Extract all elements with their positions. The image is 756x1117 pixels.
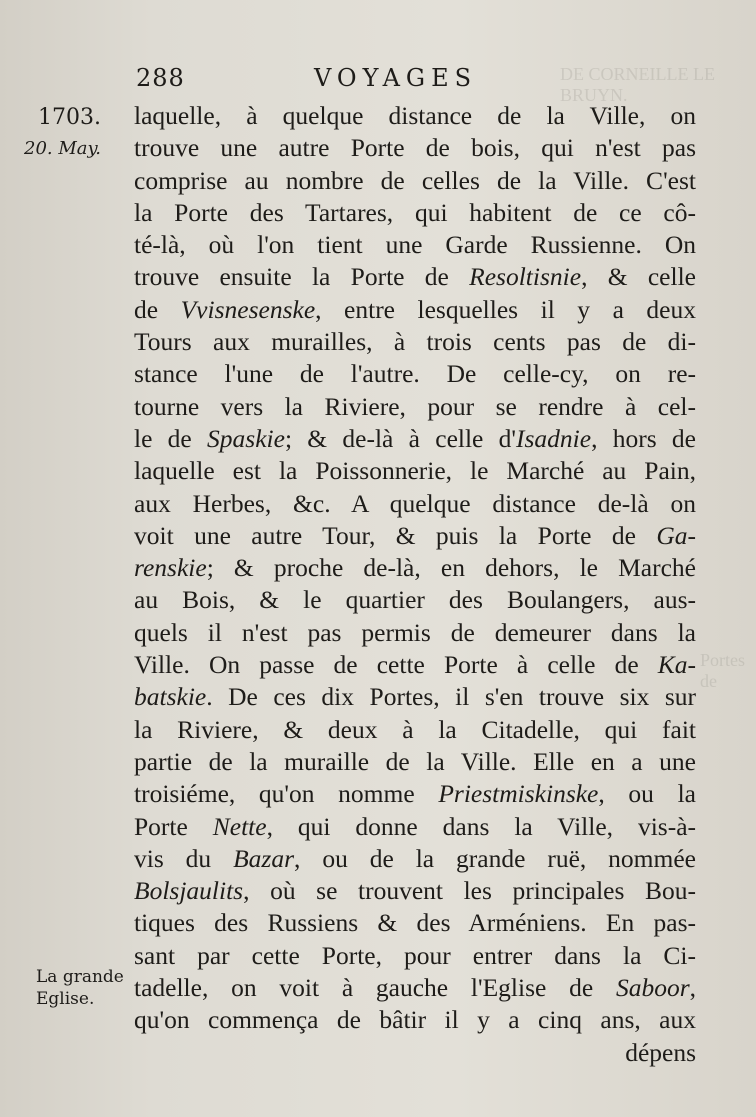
italic-term: batskie bbox=[134, 682, 207, 712]
italic-term: Bolsjaulits bbox=[134, 876, 244, 906]
text-line bbox=[134, 391, 696, 423]
text-run: , où se trouvent les principales Bou- bbox=[243, 876, 696, 906]
text-run: vis du bbox=[134, 843, 234, 873]
text-line bbox=[134, 617, 696, 649]
text-run: aux Herbes, &c. A quelque distance de-là on bbox=[134, 488, 696, 518]
text-run: , & celle bbox=[581, 262, 696, 292]
show-through-margin-note: Portes de bbox=[700, 650, 745, 691]
text-run: partie de la muraille de la Ville. Elle en a une bbox=[134, 746, 696, 776]
text-run: Tours aux murailles, à trois cents pas de di- bbox=[134, 327, 696, 357]
italic-term: renskie bbox=[134, 553, 207, 583]
text-run: la Porte des Tartares, qui habitent de ce cô- bbox=[134, 197, 696, 227]
body-text bbox=[134, 100, 696, 1069]
text-run: Ville. On passe de cette Porte à celle de bbox=[134, 650, 658, 680]
text-line bbox=[134, 423, 696, 455]
italic-term: Spaskie bbox=[207, 423, 285, 453]
text-run: , entre lesquelles il y a deux bbox=[315, 294, 697, 324]
text-run: Porte bbox=[134, 811, 213, 841]
text-run: quels il n'est pas permis de demeurer dans la bbox=[134, 617, 696, 647]
running-title: VOYAGES bbox=[314, 64, 478, 92]
page-header bbox=[136, 62, 556, 92]
margin-note-line: Eglise. bbox=[36, 989, 95, 1009]
italic-term: Nette bbox=[212, 811, 267, 841]
text-run: ; & proche de-là, en dehors, le Marché bbox=[206, 553, 696, 583]
text-run: , bbox=[689, 973, 696, 1003]
text-run: trouve ensuite la Porte de bbox=[134, 262, 470, 292]
text-run: . De ces dix Portes, il s'en trouve six sur bbox=[206, 682, 696, 712]
text-line bbox=[134, 940, 696, 972]
text-line bbox=[134, 1004, 696, 1036]
text-line bbox=[134, 488, 696, 520]
italic-term: Bazar bbox=[233, 843, 295, 873]
text-line bbox=[134, 1037, 696, 1069]
text-line bbox=[134, 358, 696, 390]
text-run: de bbox=[134, 294, 181, 324]
text-run: , qui donne dans la Ville, vis-à- bbox=[266, 811, 697, 841]
text-run: la Riviere, & deux à la Citadelle, qui fait bbox=[134, 714, 696, 744]
italic-term: Saboor bbox=[615, 973, 690, 1003]
show-through-running-title: DE CORNEILLE LE BRUYN. bbox=[560, 64, 715, 105]
text-line bbox=[134, 261, 696, 293]
text-run: troisiéme, qu'on nomme bbox=[134, 779, 439, 809]
text-run: , hors de bbox=[591, 423, 696, 453]
italic-term: Vvisnesenske bbox=[180, 294, 316, 324]
text-line bbox=[134, 552, 696, 584]
margin-note-line: La grande bbox=[36, 967, 124, 987]
text-run: trouve une autre Porte de bois, qui n'est pas bbox=[134, 133, 696, 163]
text-line bbox=[134, 681, 696, 713]
text-line bbox=[134, 294, 696, 326]
text-run: laquelle est la Poissonnerie, le Marché au Pain, bbox=[134, 456, 696, 486]
text-run: tiques des Russiens & des Arméniens. En pas- bbox=[134, 908, 696, 938]
text-run: stance l'une de l'autre. De celle-cy, on re- bbox=[134, 359, 696, 389]
margin-date bbox=[24, 102, 102, 164]
text-line bbox=[134, 714, 696, 746]
text-line bbox=[134, 584, 696, 616]
text-line bbox=[134, 132, 696, 164]
margin-note bbox=[36, 966, 124, 1010]
text-run: , ou de la grande ruë, nommée bbox=[294, 843, 696, 873]
italic-term: Priestmiskinske bbox=[438, 779, 599, 809]
text-line bbox=[134, 100, 696, 132]
text-run: laquelle, à quelque distance de la Ville, on bbox=[134, 101, 696, 130]
text-line bbox=[134, 811, 696, 843]
text-line bbox=[134, 197, 696, 229]
page-number: 288 bbox=[136, 64, 185, 92]
text-run: voit une autre Tour, & puis la Porte de bbox=[134, 520, 657, 550]
text-run: le de bbox=[134, 423, 208, 453]
text-run: tourne vers la Riviere, pour se rendre à cel- bbox=[134, 391, 696, 421]
text-line bbox=[134, 649, 696, 681]
text-line bbox=[134, 455, 696, 487]
italic-term: Resoltisnie bbox=[469, 262, 582, 292]
text-line bbox=[134, 520, 696, 552]
text-line bbox=[134, 778, 696, 810]
text-line bbox=[134, 972, 696, 1004]
italic-term: Ga- bbox=[656, 520, 696, 550]
text-line bbox=[134, 326, 696, 358]
text-run: au Bois, & le quartier des Boulangers, aus- bbox=[134, 585, 696, 615]
text-line bbox=[134, 229, 696, 261]
text-run: dépens bbox=[625, 1037, 696, 1067]
text-run: comprise au nombre de celles de la Ville. C'est bbox=[134, 165, 696, 195]
text-line bbox=[134, 907, 696, 939]
italic-term: Ka- bbox=[657, 650, 696, 680]
text-run: , ou la bbox=[598, 779, 696, 809]
margin-day: 20. May. bbox=[24, 138, 102, 159]
text-run: ; & de-là à celle d' bbox=[284, 423, 516, 453]
text-line bbox=[134, 746, 696, 778]
text-run: qu'on commença de bâtir il y a cinq ans, aux bbox=[134, 1005, 696, 1035]
text-line bbox=[134, 875, 696, 907]
text-run: té-là, où l'on tient une Garde Russienne. On bbox=[134, 230, 696, 260]
text-line bbox=[134, 165, 696, 197]
text-run: sant par cette Porte, pour entrer dans la Ci- bbox=[134, 940, 696, 970]
text-line bbox=[134, 843, 696, 875]
italic-term: Isadnie bbox=[516, 423, 592, 453]
text-run: tadelle, on voit à gauche l'Eglise de bbox=[134, 973, 616, 1003]
margin-year: 1703. bbox=[38, 105, 101, 130]
